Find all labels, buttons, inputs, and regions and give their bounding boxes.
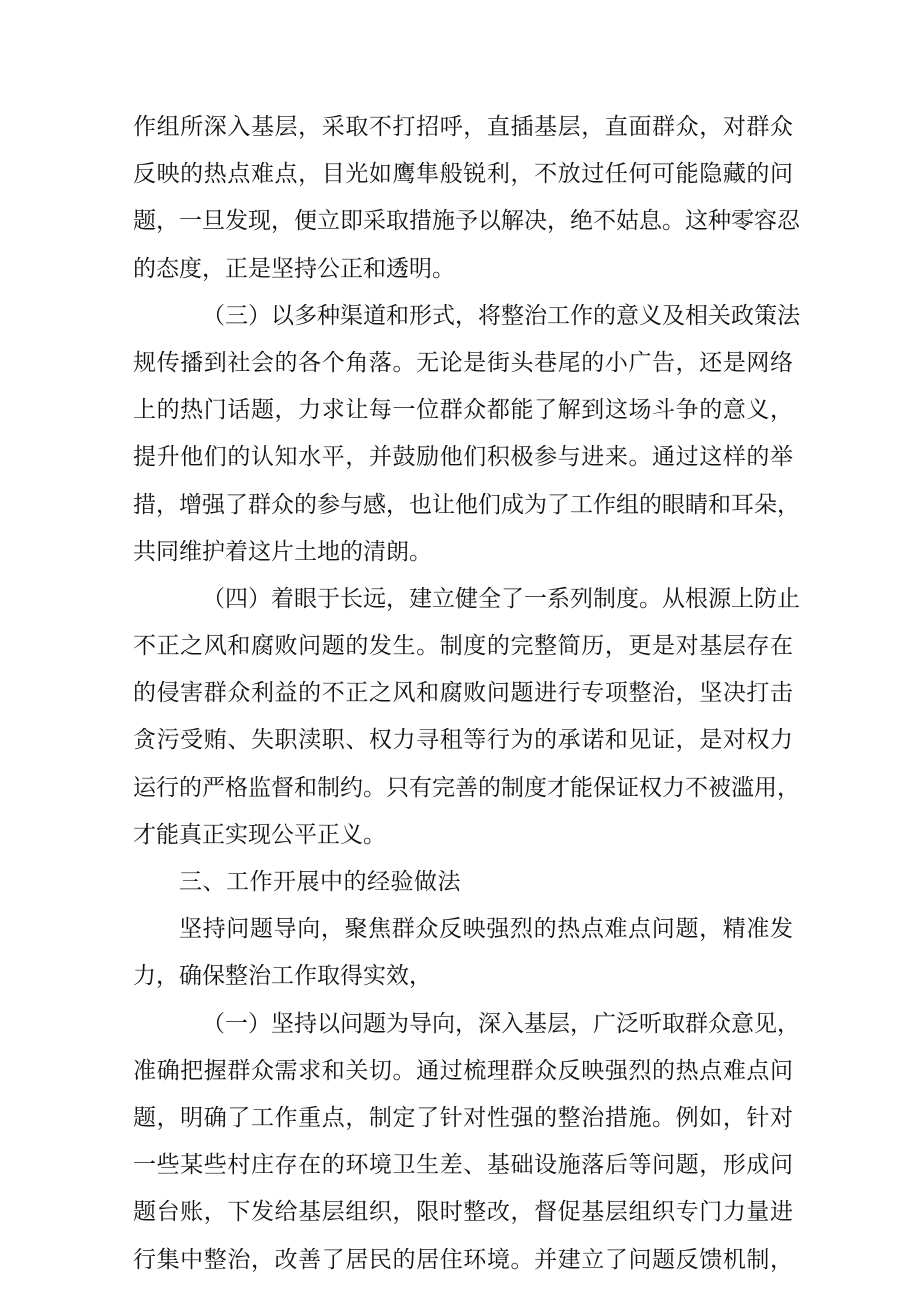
text-line: 力，确保整治工作取得实效，: [133, 963, 432, 990]
text-line: 准确把握群众需求和关切。通过梳理群众反映强烈的热点难点问: [133, 1057, 793, 1084]
text-line: 行集中整治，改善了居民的居住环境。并建立了问题反馈机制，: [133, 1246, 793, 1273]
text-line: 一些某些村庄存在的环境卫生差、基础设施落后等问题，形成问: [133, 1152, 793, 1179]
text-line: （三）以多种渠道和形式，将整治工作的意义及相关政策法: [202, 302, 800, 329]
text-line: （一）坚持以问题为导向，深入基层，广泛听取群众意见，: [202, 1010, 800, 1037]
text-line: 不正之风和腐败问题的发生。制度的完整简历，更是对基层存在: [133, 633, 793, 660]
text-line: 才能真正实现公平正义。: [133, 821, 386, 848]
text-line: 坚持问题导向，聚焦群众反映强烈的热点难点问题，精准发: [179, 916, 793, 943]
paragraph-section-4: [133, 576, 800, 859]
text-line: 提升他们的认知水平，并鼓励他们积极参与进来。通过这样的举: [133, 444, 793, 471]
text-line: 上的热门话题，力求让每一位群众都能了解到这场斗争的意义，: [133, 397, 793, 424]
text-line: 运行的严格监督和制约。只有完善的制度才能保证权力不被滥用，: [133, 774, 800, 801]
paragraph-item-1: [133, 1001, 800, 1284]
text-line: 的侵害群众利益的不正之风和腐败问题进行专项整治，坚决打击: [133, 680, 793, 707]
text-line: 的态度，正是坚持公正和透明。: [133, 255, 455, 282]
text-line: 贪污受贿、失职渎职、权力寻租等行为的承诺和见证，是对权力: [133, 727, 793, 754]
text-line: 反映的热点难点，目光如鹰隼般锐利，不放过任何可能隐藏的问: [133, 161, 793, 188]
text-line: 措，增强了群众的参与感，也让他们成为了工作组的眼睛和耳朵，: [133, 491, 800, 518]
paragraph-intro: [133, 906, 793, 1000]
text-line: （四）着眼于长远，建立健全了一系列制度。从根源上防止: [202, 585, 800, 612]
text-line: 作组所深入基层，采取不打招呼，直插基层，直面群众，对群众: [133, 114, 793, 140]
text-line: 共同维护着这片土地的清朗。: [133, 538, 432, 565]
paragraph-continuation: [133, 104, 800, 293]
section-heading: 三、工作开展中的经验做法: [179, 869, 461, 895]
paragraph-section-3: [133, 293, 800, 576]
text-line: 题，一旦发现，便立即采取措施予以解决，绝不姑息。这种零容忍: [133, 208, 800, 235]
text-line: 规传播到社会的各个角落。无论是街头巷尾的小广告，还是网络: [133, 349, 793, 376]
text-line: 题台账，下发给基层组织，限时整改，督促基层组织专门力量进: [133, 1199, 793, 1226]
document-page: [133, 104, 800, 1284]
text-line: 题，明确了工作重点，制定了针对性强的整治措施。例如，针对: [133, 1104, 793, 1131]
